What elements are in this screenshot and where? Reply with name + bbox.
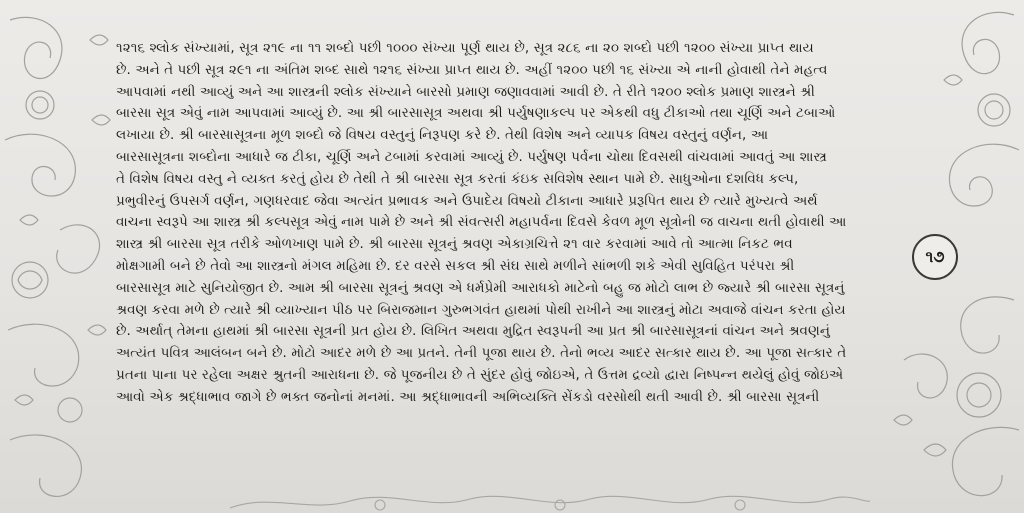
- text-line: પ્રતના પાના પર રહેલા અક્ષર શ્રુતની આરાધના છે. જે પૂજનીય છે તે સુંદર હોવું જોઇએ, તે ઉત્તમ દ્રવ્યો દ્વારા નિષ્પન્ન થયેલું હોવું જોઇએ: [116, 367, 844, 383]
- page-number: ૧૭: [912, 234, 958, 280]
- text-line: શાસ્ત્ર શ્રી બારસા સૂત્ર તરીકે ઓળખાણ પામે છે. શ્રી બારસા સૂત્રનું શ્રવણ એકાગ્રચિત્તે ૨૧ વાર કરવામાં આવે તો આત્મા નિકટ ભવ: [116, 237, 793, 253]
- text-line: આપવામાં નથી આવ્યું અને આ શાસ્ત્રની શ્લોક સંખ્યાને બારસો પ્રમાણ જણાવવામાં આવી છે. તે રીતે ૧૨૦૦ શ્લોક પ્રમાણ શાસ્ત્રને શ્રી: [116, 84, 816, 100]
- text-line: બારસા સૂત્ર એવું નામ આપવામાં આવ્યું છે. આ શ્રી બારસાસૂત્ર અથવા શ્રી પર્યુષણાકલ્પ પર એકથી વધુ ટીકાઓ તથા ચૂર્ણિ અને ટબાઓ: [116, 106, 836, 122]
- text-line: શ્રવણ કરવા મળે છે ત્યારે શ્રી વ્યાખ્યાન પીઠ પર બિરાજમાન ગુરુભગવંત હાથમાં પોથી રાખીને આ શાસ્ત્રનું મોટા અવાજે વાંચન કરતા હોય: [116, 302, 846, 318]
- text-line: ૧૨૧૬ શ્લોક સંખ્યામાં, સૂત્ર ૨૧૯ ના ૧૧ શબ્દો પછી ૧૦૦૦ સંખ્યા પૂર્ણ થાય છે, સૂત્ર ૨૮૬ ના ૨૦ શબ્દો પછી ૧૨૦૦ સંખ્યા પ્રાપ્ત થાય: [116, 41, 814, 56]
- text-line: અત્યંત પવિત્ર આલંબન બને છે. મોટો આદર મળે છે આ પ્રતને. તેની પૂજા થાય છે. તેનો ભવ્ય આદર સત્કાર થાય છે. આ પૂજા સત્કાર તે: [116, 346, 847, 362]
- text-line: આવો એક શ્રદ્ધાભાવ જાગે છે ભક્ત જનોનાં મનમાં. આ શ્રદ્ધાભાવની અભિવ્યક્તિ સેંકડો વરસોથી થતી આવી છે. શ્રી બારસા સૂત્રની: [116, 389, 820, 405]
- text-line: બારસાસૂત્ર માટે સુનિયોજીત છે. આમ શ્રી બારસા સૂત્રનું શ્રવણ એ ધર્મપ્રેમી આરાધકો માટેનો બહુ જ મોટો લાભ છે જ્યારે શ્રી બારસા સૂત્રનું: [116, 280, 845, 296]
- text-line: લખાયા છે. શ્રી બારસાસૂત્રના મૂળ શબ્દો જે વિષય વસ્તુનું નિરૂપણ કરે છે. તેથી વિશેષ અને વ્યાપક વિષય વસ્તુનું વર્ણન, આ: [116, 128, 769, 144]
- text-line: છે. અને તે પછી સૂત્ર ૨૯૧ ના અંતિમ શબ્દ સાથે ૧૨૧૬ સંખ્યા પ્રાપ્ત થાય છે. અહીં ૧૨૦૦ પછી ૧૬ સંખ્યા એ નાની હોવાથી તેને મહત્વ: [116, 62, 828, 78]
- text-line: છે. અર્થાત્ તેમના હાથમાં શ્રી બારસા સૂત્રની પ્રત હોય છે. લિખિત અથવા મુદ્રિત સ્વરૂપની આ પ્રત શ્રી બારસાસૂત્રનાં વાંચન અને શ્રવણનું: [116, 324, 830, 340]
- floral-border-bottom-icon: [230, 483, 870, 513]
- text-line: વાચના સ્વરૂપે આ શાસ્ત્ર શ્રી કલ્પસૂત્ર એવું નામ પામે છે અને શ્રી સંવત્સરી મહાપર્વના દિવસે કેવળ મૂળ સૂત્રોની જ વાચના થતી હોવાથી આ: [116, 215, 847, 231]
- text-line: મોક્ષગામી બને છે તેવો આ શાસ્ત્રનો મંગલ મહિમા છે. દર વરસે સકલ શ્રી સંઘ સાથે મળીને સાંભળી શકે એવી સુવિહિત પરંપરા શ્રી: [116, 258, 795, 274]
- text-line: પ્રભુવીરનું ઉપસર્ગ વર્ણન, ગણધરવાદ જેવા અત્યંત પ્રભાવક અને ઉપાદેય વિષયો ટીકાના આધારે પ્રરૂપિત થાય છે ત્યારે મુખ્યત્વે અર્થ: [116, 193, 818, 209]
- body-text: [116, 38, 916, 409]
- text-line: બારસાસૂત્રના શબ્દોના આધારે જ ટીકા, ચૂર્ણિ અને ટબામાં કરવામાં આવ્યું છે. પર્યુષણ પર્વના ચોથા દિવસથી વાંચવામાં આવતું આ શાસ્ત્ર: [116, 149, 827, 165]
- text-line: તે વિશેષ વિષય વસ્તુ ને વ્યક્ત કરતું હોય છે તેથી તે શ્રી બારસા સૂત્ર કરતાં કંઇક સવિશેષ સ્થાન પામે છે. સાધુઓના દશવિધ કલ્પ,: [116, 171, 799, 187]
- floral-border-left-icon: [0, 0, 115, 513]
